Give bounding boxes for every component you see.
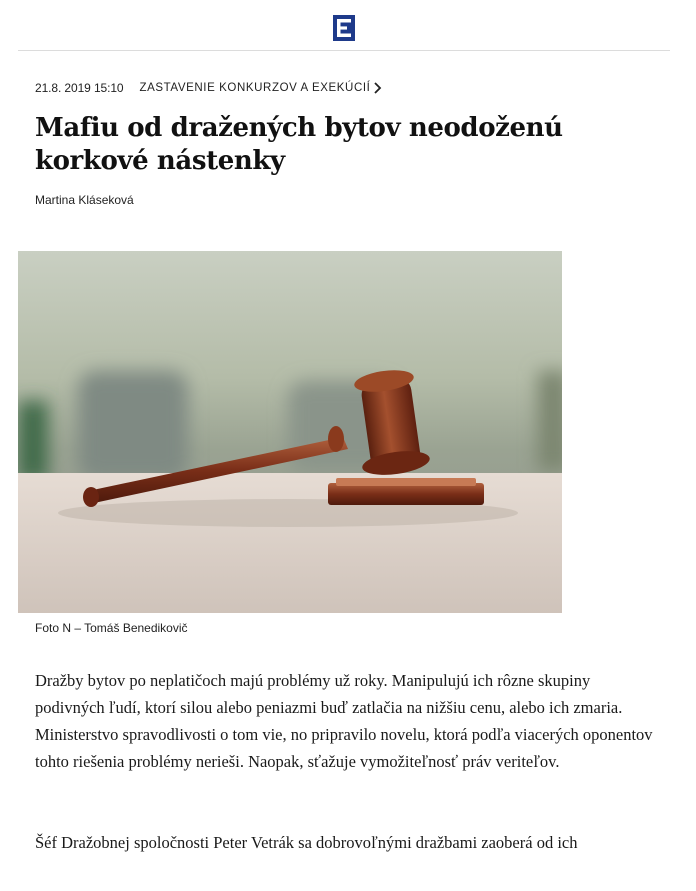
article-paragraph: Dražby bytov po neplatičoch majú problémy už roky. Manipulujú ich rôzne skupiny podivných ľudí, ktorí silou alebo peniazmi buď zatlačia na nižšiu cenu, alebo ich zmaria. Ministerstvo spravodlivosti o tom vie, no pripravilo novelu, ktorá podľa viacerých oponentov tohto riešenia problémy nerieši. Naopak, sťažuje vymožiteľnosť práv veriteľov. [35,671,653,771]
article-photo [18,251,562,613]
article-author[interactable]: Martina Kláseková [35,193,134,207]
article-tag-label: ZASTAVENIE KONKURZOV A EXEKÚCIÍ [139,82,371,94]
article-meta [35,80,382,96]
top-bar [0,0,696,52]
photo-caption: Foto N – Tomáš Benedikovič [35,621,188,635]
chevron-right-icon [373,82,382,94]
header-divider [18,50,670,51]
article-date: 21.8. 2019 15:10 [35,81,124,95]
article-title: Mafiu od dražených bytov neodoženú korkové nástenky [35,113,563,176]
article-tag-link[interactable] [139,82,382,94]
e-logo-icon[interactable] [333,15,355,41]
article-paragraph: Šéf Dražobnej spoločnosti Peter Vetrák sa dobrovoľnými dražbami zaoberá od ich [35,833,578,852]
